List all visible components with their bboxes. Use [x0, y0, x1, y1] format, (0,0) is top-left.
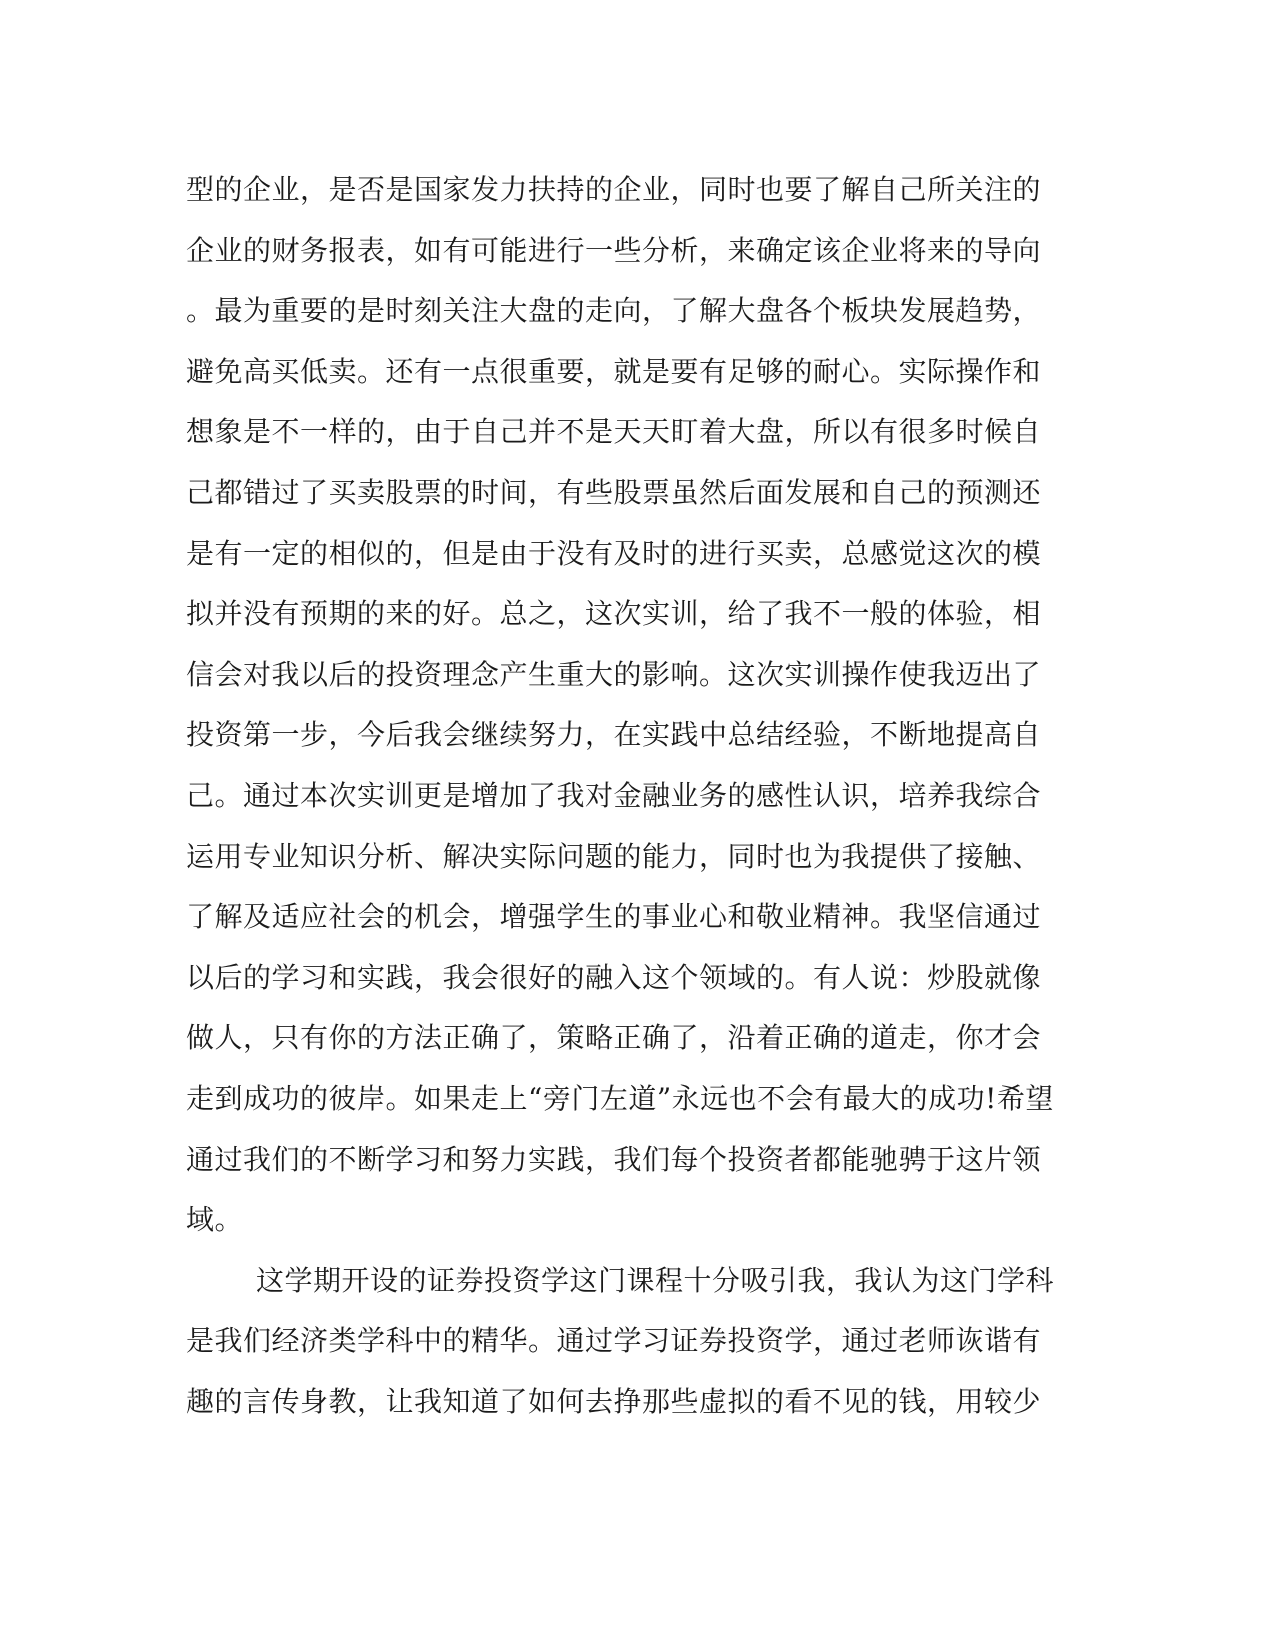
text-line: 是我们经济类学科中的精华。通过学习证券投资学，通过老师诙谐有 — [186, 1324, 1042, 1358]
paragraph-start-line: 这学期开设的证券投资学这门课程十分吸引我，我认为这门学科 — [256, 1263, 1055, 1297]
text-line: 走到成功的彼岸。如果走上“旁门左道”永远也不会有最大的成功!希望 — [186, 1081, 1054, 1115]
text-line: 避免高买低卖。还有一点很重要，就是要有足够的耐心。实际操作和 — [186, 354, 1042, 388]
text-line: 投资第一步，今后我会继续努力，在实践中总结经验，不断地提高自 — [186, 718, 1042, 752]
text-line: 通过我们的不断学习和努力实践，我们每个投资者都能驰骋于这片领 — [186, 1142, 1042, 1176]
text-line: 拟并没有预期的来的好。总之，这次实训，给了我不一般的体验，相 — [186, 597, 1042, 631]
body-text — [186, 160, 1066, 1432]
text-line: 型的企业，是否是国家发力扶持的企业，同时也要了解自己所关注的 — [186, 173, 1042, 206]
text-line: 域。 — [186, 1203, 244, 1237]
text-line: 做人，只有你的方法正确了，策略正确了，沿着正确的道走，你才会 — [186, 1021, 1042, 1055]
text-line: 企业的财务报表，如有可能进行一些分析，来确定该企业将来的导向 — [186, 233, 1042, 267]
text-line: 信会对我以后的投资理念产生重大的影响。这次实训操作使我迈出了 — [186, 657, 1042, 691]
text-line: 是有一定的相似的，但是由于没有及时的进行买卖，总感觉这次的模 — [186, 536, 1042, 570]
text-line: 了解及适应社会的机会，增强学生的事业心和敬业精神。我坚信通过 — [186, 900, 1042, 934]
text-line: 。最为重要的是时刻关注大盘的走向，了解大盘各个板块发展趋势， — [186, 294, 1042, 328]
text-line: 己都错过了买卖股票的时间，有些股票虽然后面发展和自己的预测还 — [186, 475, 1042, 509]
text-line: 己。通过本次实训更是增加了我对金融业务的感性认识，培养我综合 — [186, 778, 1042, 812]
text-line: 趣的言传身教，让我知道了如何去挣那些虚拟的看不见的钱，用较少 — [186, 1384, 1042, 1418]
text-line: 以后的学习和实践，我会很好的融入这个领域的。有人说：炒股就像 — [186, 960, 1042, 994]
text-line: 想象是不一样的，由于自己并不是天天盯着大盘，所以有很多时候自 — [186, 415, 1042, 449]
text-line: 运用专业知识分析、解决实际问题的能力，同时也为我提供了接触、 — [186, 839, 1042, 873]
